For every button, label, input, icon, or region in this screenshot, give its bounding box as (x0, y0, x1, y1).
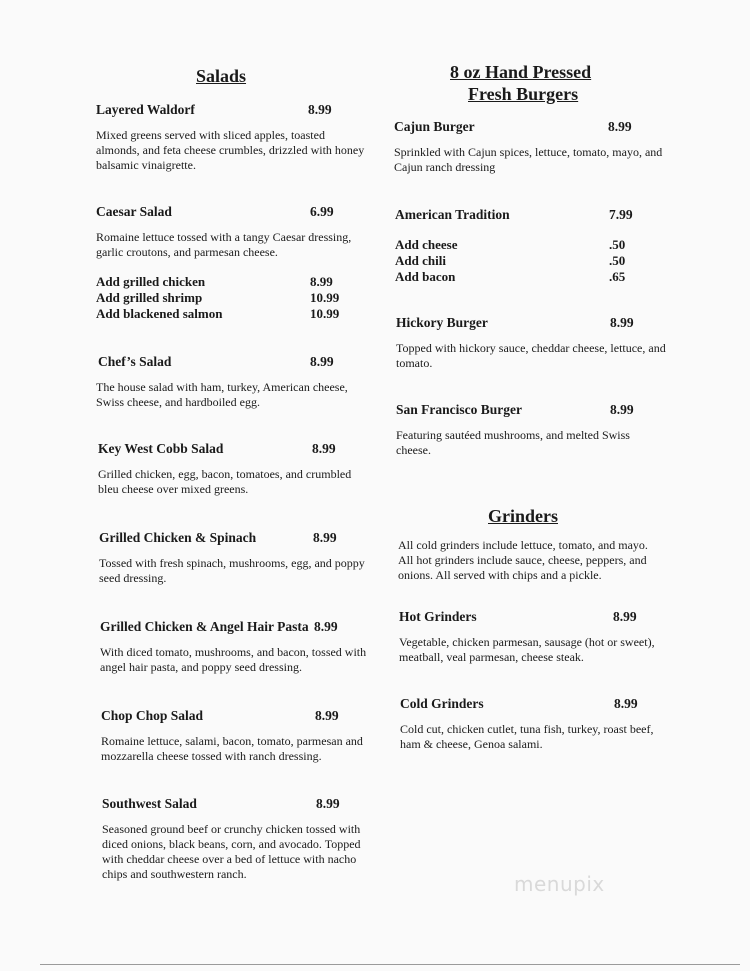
item-name: Hickory Burger (396, 315, 488, 330)
addon-price: 10.99 (310, 290, 340, 305)
item-price: 8.99 (614, 696, 638, 711)
item-description: Romaine lettuce, salami, bacon, tomato, parmesan and mozzarella cheese tossed with ranch dressing. (101, 734, 363, 763)
item-description: Sprinkled with Cajun spices, lettuce, tomato, mayo, and Cajun ranch dressing (394, 145, 663, 174)
item-name: Grilled Chicken & Angel Hair Pasta (100, 619, 309, 634)
item-name: Chef’s Salad (98, 354, 172, 369)
item-price: 8.99 (613, 609, 637, 624)
item-name: Grilled Chicken & Spinach (99, 530, 257, 545)
addon-name: Add cheese (395, 237, 458, 252)
item-price: 8.99 (310, 354, 334, 369)
item-price: 8.99 (608, 119, 632, 134)
burgers-title-line1: 8 oz Hand Pressed (450, 62, 592, 82)
page-bottom-rule (40, 964, 740, 965)
menu-item-cold-grinders (400, 696, 670, 752)
addon-name: Add grilled shrimp (96, 290, 203, 305)
item-description: Romaine lettuce tossed with a tangy Caesar dressing, garlic croutons, and parmesan cheese. (96, 230, 352, 259)
menu-item-american-tradition (395, 207, 665, 285)
burger-addons (395, 237, 665, 285)
item-description: Topped with hickory sauce, cheddar cheese, lettuce, and tomato. (396, 341, 666, 370)
item-description: Cold cut, chicken cutlet, tuna fish, turkey, roast beef, ham & cheese, Genoa salami. (400, 722, 654, 751)
item-price: 8.99 (610, 402, 634, 417)
salads-title: Salads (196, 66, 247, 86)
item-name: Hot Grinders (399, 609, 477, 624)
menu-item-hickory-burger (396, 315, 666, 371)
menu-item-southwest-salad (102, 796, 372, 882)
item-name: Key West Cobb Salad (98, 441, 224, 456)
menu-item-key-west-cobb (98, 441, 368, 497)
item-description: The house salad with ham, turkey, American cheese, Swiss cheese, and hardboiled egg. (96, 380, 348, 409)
item-name: San Francisco Burger (396, 402, 522, 417)
addon-row (96, 306, 366, 322)
item-price: 8.99 (313, 530, 337, 545)
item-description: Tossed with fresh spinach, mushrooms, egg, and poppy seed dressing. (99, 556, 365, 585)
addon-name: Add blackened salmon (96, 306, 223, 321)
item-description: Vegetable, chicken parmesan, sausage (hot or sweet), meatball, veal parmesan, cheese steak. (399, 635, 655, 664)
addon-row (395, 269, 665, 285)
menu-item-san-francisco-burger (396, 402, 666, 458)
menu-item-layered-waldorf (96, 102, 366, 173)
item-name: American Tradition (395, 207, 510, 222)
item-price: 7.99 (609, 207, 633, 222)
addon-row (395, 237, 665, 253)
addon-name: Add grilled chicken (96, 274, 206, 289)
addon-row (395, 253, 665, 269)
item-description: With diced tomato, mushrooms, and bacon, tossed with angel hair pasta, and poppy seed dressing. (100, 645, 367, 674)
item-description: Grilled chicken, egg, bacon, tomatoes, and crumbled bleu cheese over mixed greens. (98, 467, 352, 496)
addon-price: .50 (609, 253, 626, 268)
item-description: Mixed greens served with sliced apples, toasted almonds, and feta cheese crumbles, drizzled with honey balsamic vinaigrette. (96, 128, 365, 172)
item-description: Featuring sautéed mushrooms, and melted Swiss cheese. (396, 428, 630, 457)
item-name: Chop Chop Salad (101, 708, 204, 723)
item-price: 8.99 (610, 315, 634, 330)
addon-row (96, 290, 366, 306)
grinders-title: Grinders (488, 506, 558, 526)
item-price: 8.99 (316, 796, 340, 811)
menu-item-caesar-salad (96, 204, 366, 322)
menu-item-cajun-burger (394, 119, 664, 175)
addon-row (96, 274, 366, 290)
addon-price: 10.99 (310, 306, 340, 321)
menu-item-grilled-chicken-angel-hair (100, 619, 370, 675)
watermark: menupix (514, 872, 605, 896)
item-price: 8.99 (314, 619, 338, 634)
addon-price: .65 (609, 269, 626, 284)
item-description: Seasoned ground beef or crunchy chicken tossed with diced onions, black beans, corn, and avocado. Topped with cheddar cheese over a bed of lettuce with nacho chips and southwestern ranch. (102, 822, 361, 881)
menu-item-chop-chop-salad (101, 708, 371, 764)
addon-name: Add chili (395, 253, 446, 268)
item-name: Caesar Salad (96, 204, 172, 219)
addon-price: 8.99 (310, 274, 333, 289)
item-name: Cold Grinders (400, 696, 484, 711)
addon-price: .50 (609, 237, 626, 252)
menu-item-hot-grinders (399, 609, 669, 665)
item-price: 8.99 (308, 102, 332, 117)
item-name: Layered Waldorf (96, 102, 195, 117)
item-name: Southwest Salad (102, 796, 197, 811)
menu-item-chefs-salad (96, 354, 366, 410)
item-price: 8.99 (312, 441, 336, 456)
caesar-addons (96, 274, 366, 322)
item-price: 8.99 (315, 708, 339, 723)
grinders-intro: All cold grinders include lettuce, tomato, and mayo. All hot grinders include sauce, cheese, peppers, and onions. All served with chips and a pickle. (398, 538, 648, 582)
burgers-title-line2: Fresh Burgers (468, 84, 579, 104)
item-name: Cajun Burger (394, 119, 475, 134)
item-price: 6.99 (310, 204, 334, 219)
menu-item-grilled-chicken-spinach (99, 530, 369, 586)
addon-name: Add bacon (395, 269, 456, 284)
